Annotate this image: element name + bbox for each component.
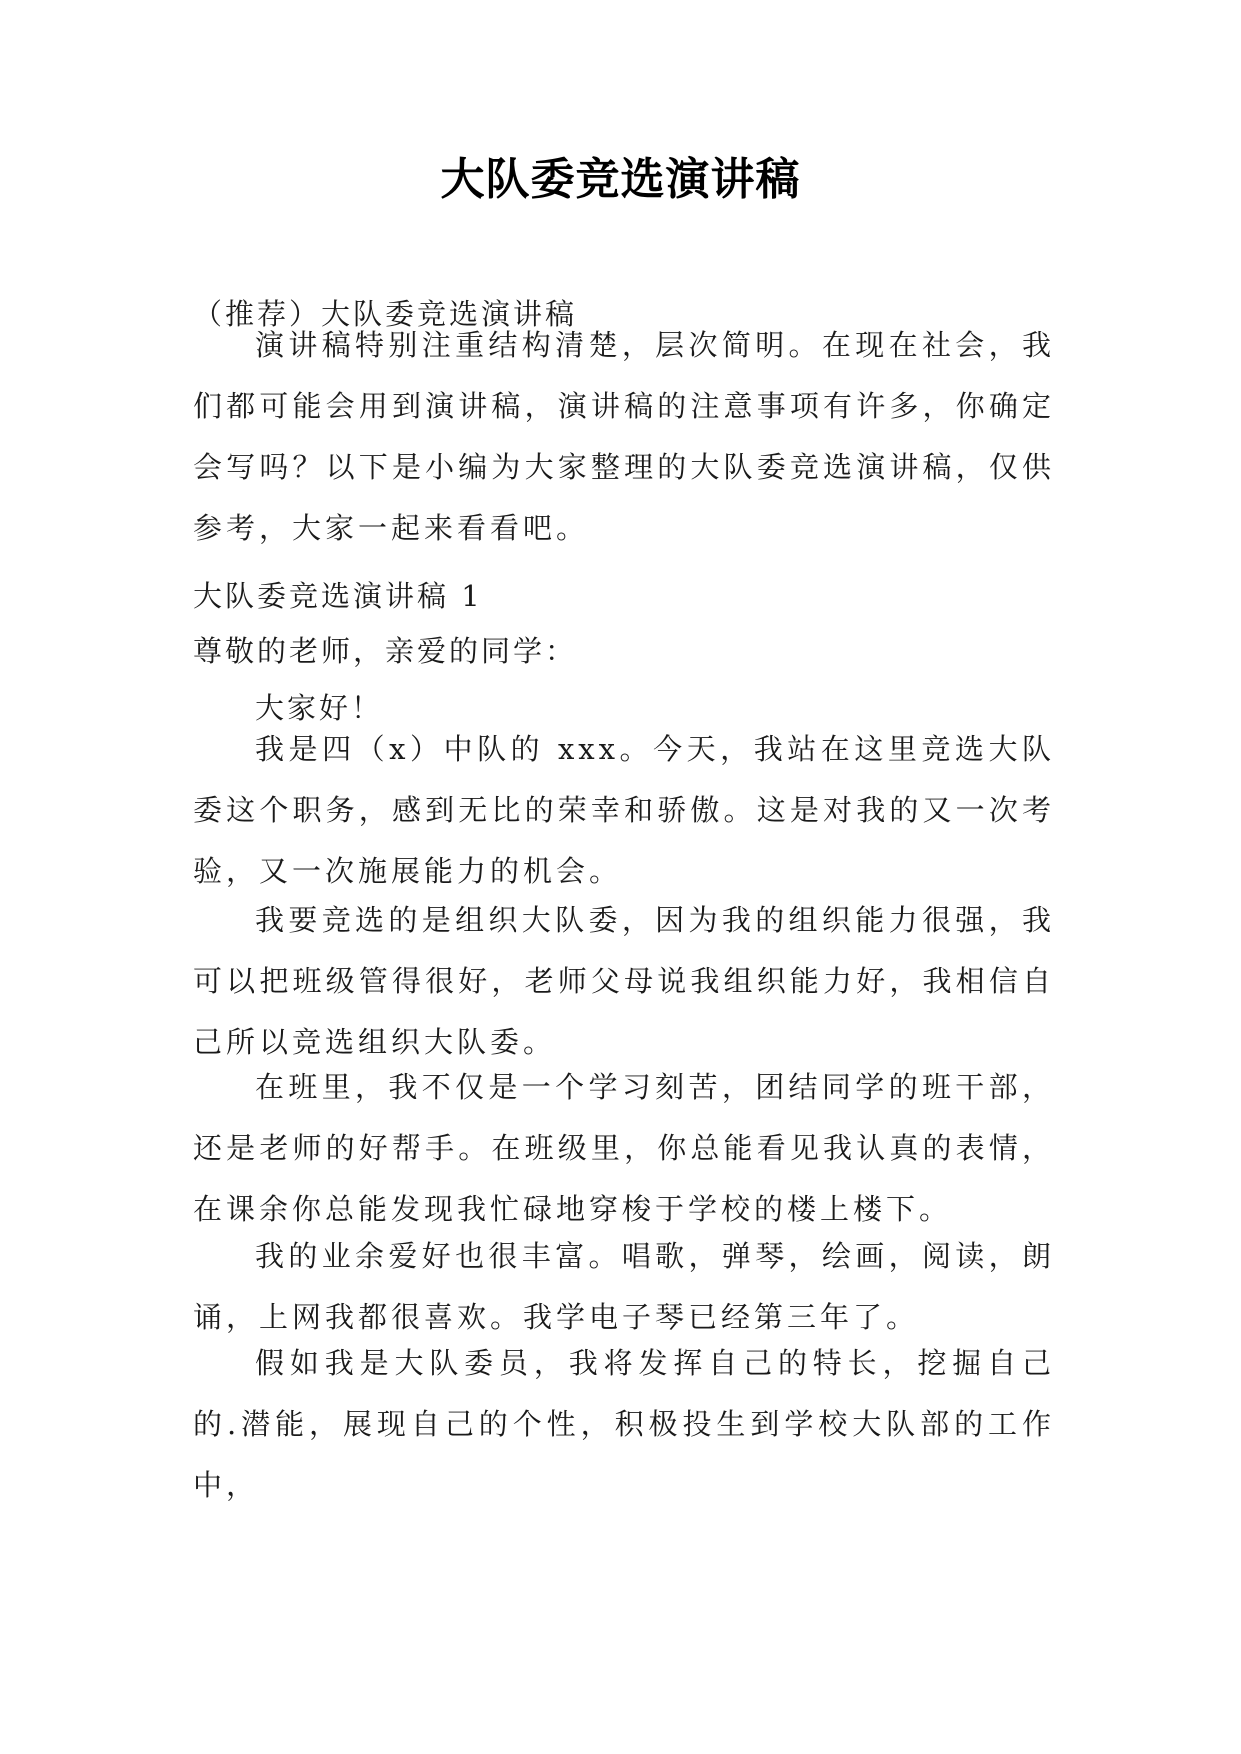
page-title: 大队委竞选演讲稿 bbox=[440, 154, 801, 205]
body-paragraph-5: 假如我是大队委员，我将发挥自己的特长，挖掘自己的.潜能，展现自己的个性，积极投生到学校大队部的工作中， bbox=[193, 1346, 1055, 1502]
greeting: 大家好！ bbox=[255, 691, 384, 725]
body-paragraph-1: 我是四（x）中队的 xxx。今天，我站在这里竞选大队委这个职务，感到无比的荣幸和骄傲。这是对我的又一次考验，又一次施展能力的机会。 bbox=[193, 732, 1055, 888]
salutation: 尊敬的老师，亲爱的同学： bbox=[193, 634, 578, 668]
body-paragraph-2: 我要竞选的是组织大队委，因为我的组织能力很强，我可以把班级管得很好，老师父母说我组织能力好，我相信自己所以竞选组织大队委。 bbox=[193, 903, 1055, 1059]
document-subtitle: （推荐）大队委竞选演讲稿 bbox=[193, 297, 578, 331]
section-heading: 大队委竞选演讲稿 1 bbox=[193, 579, 483, 613]
intro-paragraph: 演讲稿特别注重结构清楚，层次简明。在现在社会，我们都可能会用到演讲稿，演讲稿的注意事项有许多，你确定会写吗？以下是小编为大家整理的大队委竞选演讲稿，仅供参考，大家一起来看看吧。 bbox=[193, 328, 1055, 545]
body-paragraph-3: 在班里，我不仅是一个学习刻苦，团结同学的班干部，还是老师的好帮手。在班级里，你总能看见我认真的表情，在课余你总能发现我忙碌地穿梭于学校的楼上楼下。 bbox=[193, 1070, 1055, 1226]
body-paragraph-4: 我的业余爱好也很丰富。唱歌，弹琴，绘画，阅读，朗诵，上网我都很喜欢。我学电子琴已经第三年了。 bbox=[193, 1239, 1055, 1334]
